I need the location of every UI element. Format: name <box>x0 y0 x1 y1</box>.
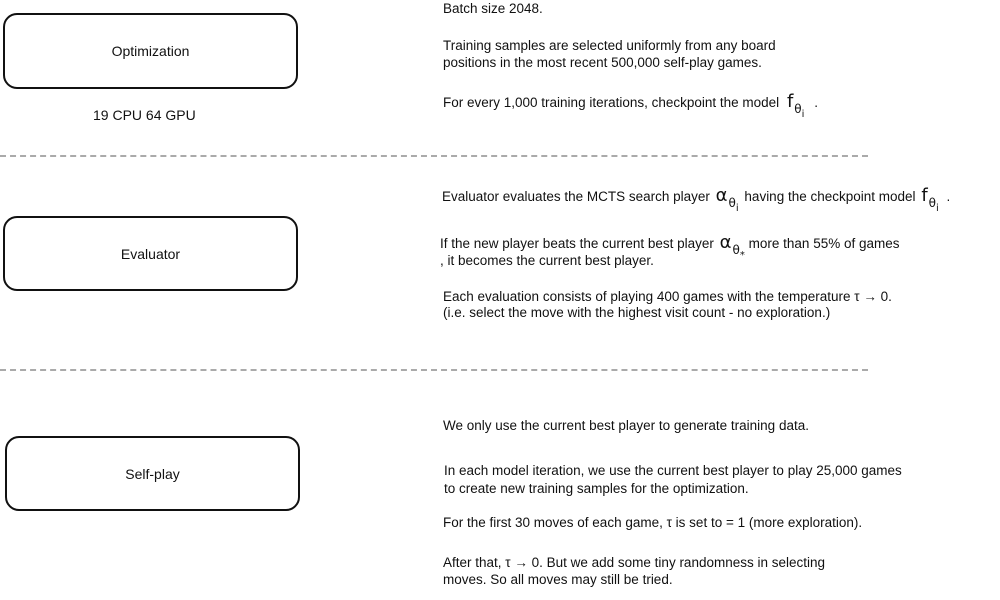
checkpoint-model-symbol <box>921 185 939 214</box>
batch-size-note: Batch size 2048. <box>443 1 543 16</box>
section-divider-2 <box>0 369 868 371</box>
optimization-box <box>3 13 298 89</box>
iteration-note-line2: to create new training samples for the optimization. <box>444 481 749 496</box>
sampling-note-line1: Training samples are selected uniformly from any board <box>443 38 776 53</box>
player-alpha: α <box>715 185 728 206</box>
model-f: f <box>786 91 794 112</box>
checkpoint-text: For every 1,000 training iterations, checkpoint the model <box>443 95 780 110</box>
checkpoint-model-theta: θ <box>928 196 936 210</box>
best-player-star: * <box>739 250 745 261</box>
best-player-note: We only use the current best player to generate training data. <box>443 418 809 433</box>
model-symbol <box>786 91 805 120</box>
games-note-line1: Each evaluation consists of playing 400 games with the temperature τ → 0. <box>443 289 892 304</box>
evaluate-period: . <box>946 189 951 204</box>
checkpoint-model-index: i <box>936 203 939 214</box>
best-player-alpha: α <box>719 232 732 253</box>
best-player-theta: θ <box>732 243 740 257</box>
checkpoint-model-f: f <box>921 185 928 206</box>
selfplay-label: Self-play <box>125 465 180 482</box>
evaluator-label: Evaluator <box>120 245 181 262</box>
evaluate-note <box>442 185 951 214</box>
model-theta: θ <box>794 102 802 116</box>
checkpoint-note <box>443 91 818 120</box>
player-symbol <box>715 185 739 214</box>
after-note-line1: After that, τ → 0. But we add some tiny randomness in selecting <box>443 555 826 570</box>
iteration-note-line1: In each model iteration, we use the current best player to play 25,000 games <box>444 463 902 478</box>
player-theta: θ <box>728 196 736 210</box>
evaluate-text-middle: having the checkpoint model <box>744 189 916 204</box>
beats-text-prefix: If the new player beats the current best player <box>440 236 714 251</box>
after-note-line2: moves. So all moves may still be tried. <box>443 572 673 587</box>
best-player-symbol <box>719 232 745 261</box>
section-divider-1 <box>0 155 868 157</box>
optimization-label: Optimization <box>111 43 190 59</box>
beats-text-suffix: more than 55% of games <box>748 236 900 251</box>
player-index: i <box>735 203 739 214</box>
sampling-note-line2: positions in the most recent 500,000 self-play games. <box>443 55 762 70</box>
beats-note-line2: , it becomes the current best player. <box>440 253 654 268</box>
model-index: i <box>801 109 805 120</box>
selfplay-box <box>5 436 300 511</box>
evaluator-box <box>3 216 298 291</box>
evaluate-text-prefix: Evaluator evaluates the MCTS search player <box>442 189 710 204</box>
checkpoint-period: . <box>814 95 818 110</box>
optimization-resources: 19 CPU 64 GPU <box>93 107 196 123</box>
first-moves-note: For the first 30 moves of each game, τ is set to = 1 (more exploration). <box>443 515 863 530</box>
games-note-line2: (i.e. select the move with the highest visit count - no exploration.) <box>443 305 831 320</box>
